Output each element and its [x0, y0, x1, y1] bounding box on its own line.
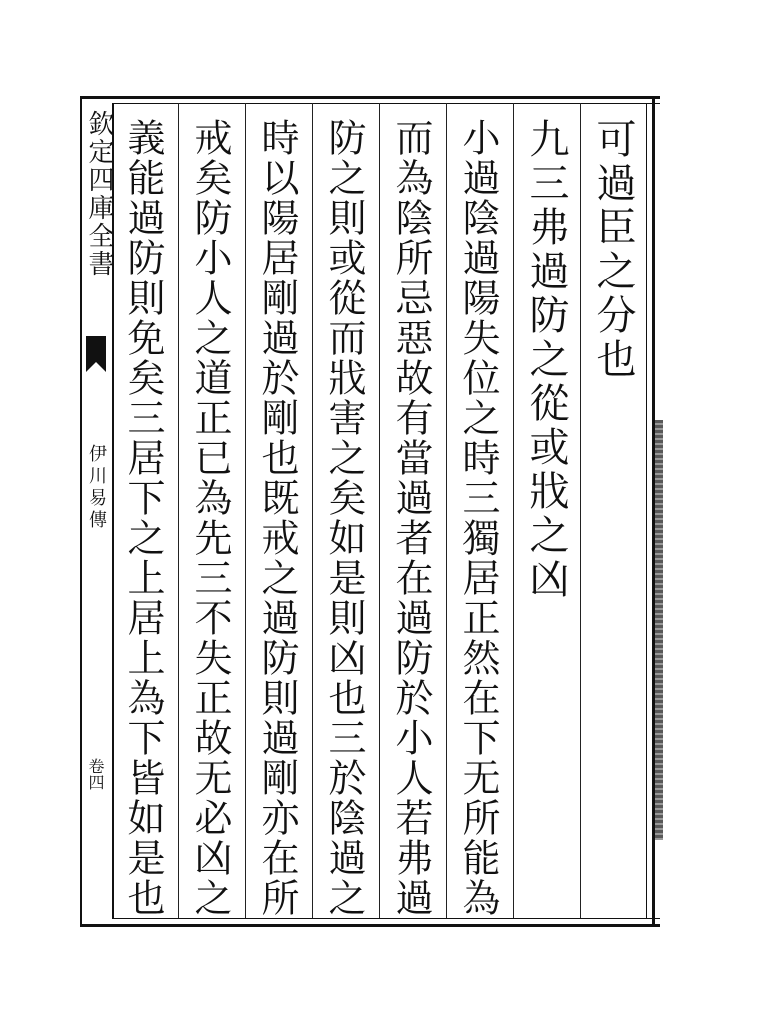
frame-bottom-inner-border: [112, 918, 660, 919]
frame-top-inner-border: [112, 103, 660, 104]
column-divider: [580, 103, 581, 918]
margin-page-number: 卷四: [86, 758, 105, 790]
frame-top-border: [80, 96, 660, 99]
text-column-1: 可過臣之分也: [590, 118, 636, 382]
column-divider: [245, 103, 246, 918]
column-divider: [178, 103, 179, 918]
text-column-5: 防之則或從而戕害之矣如是則凶也三於陰過之: [322, 118, 366, 918]
column-divider: [312, 103, 313, 918]
text-column-3: 小過陰過陽失位之時三獨居正然在下无所能為: [456, 118, 500, 918]
frame-right-inner-border: [646, 103, 647, 918]
column-divider: [379, 103, 380, 918]
text-column-6: 時以陽居剛過於剛也既戒之過防則過剛亦在所: [255, 118, 299, 918]
column-divider: [513, 103, 514, 918]
text-column-7: 戒矣防小人之道正已為先三不失正故无必凶之: [188, 118, 232, 918]
column-divider: [446, 103, 447, 918]
text-column-2: 九三弗過防之從或戕之凶: [523, 118, 569, 602]
frame-bottom-border: [80, 924, 660, 927]
text-column-8: 義能過防則免矣三居下之上居上為下皆如是也: [121, 118, 165, 918]
margin-series-title: 欽定四庫全書: [84, 110, 114, 278]
frame-left-border: [80, 96, 82, 927]
page-edge-shadow: [655, 420, 663, 840]
fishtail-mark-icon: [84, 334, 108, 374]
text-column-4: 而為陰所忌惡故有當過者在過防於小人若弗過: [389, 118, 433, 918]
margin-book-title: 伊川易傳: [86, 444, 107, 532]
